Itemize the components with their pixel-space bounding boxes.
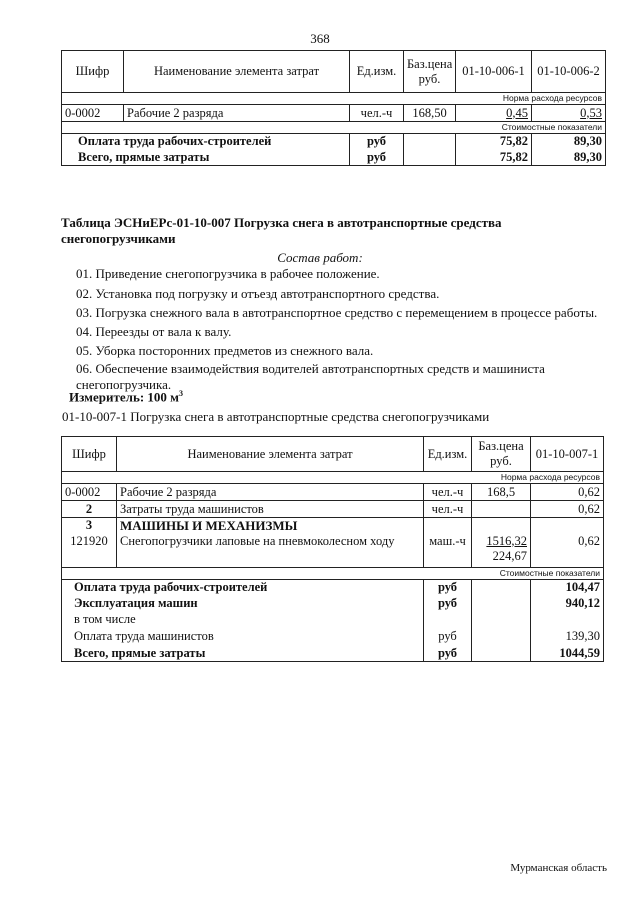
row-value: 0,62 <box>531 534 604 568</box>
col-header-007-1: 01-10-007-1 <box>531 437 604 472</box>
total-value-1: 75,82 <box>456 150 532 166</box>
table-row <box>62 646 604 662</box>
col-header-price: Баз.цена руб. <box>404 51 456 93</box>
row-name: Снегопогрузчики лаповые на пневмоколесном ходу <box>117 534 424 568</box>
total-unit: руб <box>424 646 472 662</box>
pay-value-2: 89,30 <box>532 134 606 150</box>
table-row <box>62 105 606 122</box>
cost-label: Стоимостные показатели <box>62 122 606 134</box>
row-code: 121920 <box>62 534 117 568</box>
norm-label: Норма расхода ресурсов <box>62 472 604 484</box>
row-name: Рабочие 2 разряда <box>124 105 350 122</box>
table-row <box>62 612 604 628</box>
machines-unit: руб <box>424 596 472 612</box>
norm-label: Норма расхода ресурсов <box>62 93 606 105</box>
work-step: 01. Приведение снегопогрузчика в рабочее положение. <box>76 266 380 281</box>
col-header-code: Шифр <box>62 437 117 472</box>
pay-name: Оплата труда рабочих-строителей <box>62 134 350 150</box>
table-header-row <box>62 437 604 472</box>
page-number: 368 <box>310 31 330 46</box>
table-header-row <box>62 51 606 93</box>
col-header-price: Баз.цена руб. <box>472 437 531 472</box>
total-name: Всего, прямые затраты <box>62 150 350 166</box>
norm-label-row <box>62 93 606 105</box>
total-unit: руб <box>350 150 404 166</box>
work-step: 02. Установка под погрузку и отъезд автотранспортного средства. <box>76 286 440 301</box>
row-price: 168,5 <box>472 484 531 501</box>
resource-table-006 <box>61 50 606 166</box>
oper-name: Оплата труда машинистов <box>62 628 424 646</box>
oper-unit: руб <box>424 628 472 646</box>
pay-unit: руб <box>424 580 472 596</box>
table-row <box>62 501 604 518</box>
row-value: 0,62 <box>531 484 604 501</box>
row-price: 168,50 <box>404 105 456 122</box>
cost-label-row <box>62 122 606 134</box>
table-row <box>62 534 604 568</box>
row-code: 0-0002 <box>62 484 117 501</box>
row-code: 3 <box>62 518 117 534</box>
total-value: 1044,59 <box>531 646 604 662</box>
col-header-code: Шифр <box>62 51 124 93</box>
table-row <box>62 596 604 612</box>
work-step: 05. Уборка посторонних предметов из снежного вала. <box>76 343 374 358</box>
col-header-name: Наименование элемента затрат <box>117 437 424 472</box>
rate-subtitle: 01-10-007-1 Погрузка снега в автотранспортные средства снегопогрузчиками <box>62 409 490 424</box>
table-row <box>62 518 604 534</box>
row-name: МАШИНЫ И МЕХАНИЗМЫ <box>117 518 424 534</box>
incl-label: в том числе <box>62 612 424 628</box>
row-code: 2 <box>62 501 117 518</box>
table-row <box>62 580 604 596</box>
total-value-2: 89,30 <box>532 150 606 166</box>
measure-unit: Измеритель: 100 $м^3$ <box>69 389 184 405</box>
cost-label-row <box>62 568 604 580</box>
pay-name: Оплата труда рабочих-строителей <box>62 580 424 596</box>
row-name: Затраты труда машинистов <box>117 501 424 518</box>
oper-value: 139,30 <box>531 628 604 646</box>
row-price: 1516,32 224,67 <box>472 534 531 568</box>
col-header-unit: Ед.изм. <box>350 51 404 93</box>
row-unit: маш.-ч <box>424 534 472 568</box>
footer-region: Мурманская область <box>510 862 607 874</box>
row-code: 0-0002 <box>62 105 124 122</box>
pay-unit: руб <box>350 134 404 150</box>
total-name: Всего, прямые затраты <box>62 646 424 662</box>
pay-value-1: 75,82 <box>456 134 532 150</box>
machines-name: Эксплуатация машин <box>62 596 424 612</box>
row-unit: чел.-ч <box>350 105 404 122</box>
table-row <box>62 484 604 501</box>
row-unit: чел.-ч <box>424 501 472 518</box>
col-header-006-2: 01-10-006-2 <box>532 51 606 93</box>
section-title: Таблица ЭСНиЕРс-01-10-007 Погрузка снега в автотранспортные средства снегопогрузчиками <box>61 215 502 246</box>
machines-value: 940,12 <box>531 596 604 612</box>
col-header-name: Наименование элемента затрат <box>124 51 350 93</box>
pay-value: 104,47 <box>531 580 604 596</box>
work-step: 03. Погрузка снежного вала в автотранспортное средство с перемещением в процессе работы. <box>76 305 598 320</box>
row-value-1: 0,45 <box>456 105 532 122</box>
row-name: Рабочие 2 разряда <box>117 484 424 501</box>
row-value: 0,62 <box>531 501 604 518</box>
table-row <box>62 134 606 150</box>
resource-table-007 <box>61 436 604 662</box>
table-row <box>62 628 604 646</box>
row-value-2: 0,53 <box>532 105 606 122</box>
norm-label-row <box>62 472 604 484</box>
row-unit: чел.-ч <box>424 484 472 501</box>
table-row <box>62 150 606 166</box>
work-step: 06. Обеспечение взаимодействия водителей автотранспортных средств и машиниста снегопогрузчика. <box>76 361 545 392</box>
composition-heading: Состав работ: <box>277 250 363 265</box>
col-header-006-1: 01-10-006-1 <box>456 51 532 93</box>
col-header-unit: Ед.изм. <box>424 437 472 472</box>
work-step: 04. Переезды от вала к валу. <box>76 324 232 339</box>
cost-label: Стоимостные показатели <box>62 568 604 580</box>
